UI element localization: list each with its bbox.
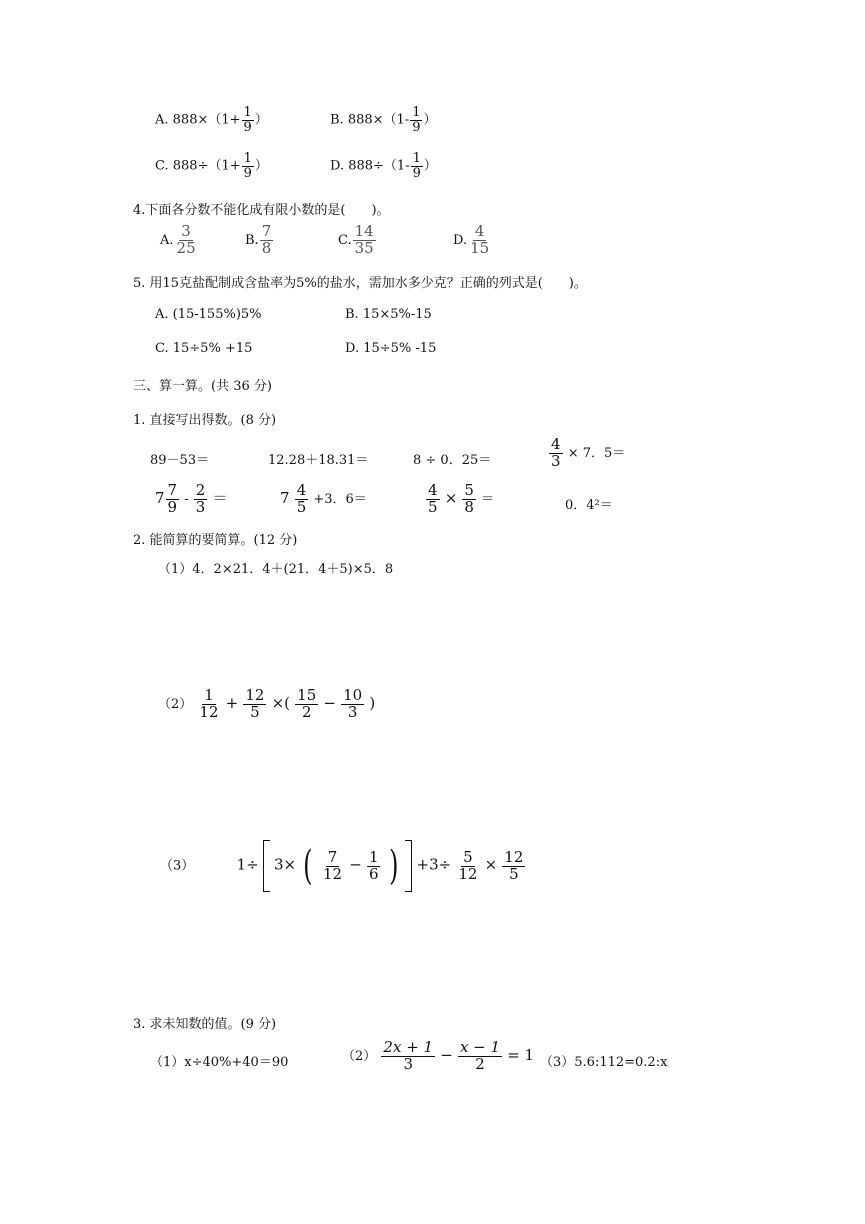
simplify-2: （2） $\frac{1}{12}$ + $\frac{12}{5}$ ×( $\frac{15}{2}$ − $\frac{10}{3}$ )	[158, 686, 376, 721]
q4-option-c: C. $\frac{14}{35}$	[338, 222, 374, 257]
right-paren: )	[388, 843, 399, 889]
q4-question: 4.下面各分数不能化成有限小数的是( )。	[133, 203, 390, 218]
mental-calc-4: $\frac{4}{3}$ × 7．5＝	[551, 435, 626, 470]
left-paren: (	[303, 843, 313, 889]
q5-option-a: A. (15-155%)5%	[155, 307, 262, 322]
mental-calc-1: 89－53＝	[150, 453, 210, 468]
mental-calc-8: 0．4²＝	[565, 498, 613, 513]
q4-option-b: B. $\frac{7}{8}$	[245, 222, 272, 257]
q5-question: 5. 用15克盐配制成含盐率为5%的盐水，需加水多少克？正确的列式是( )。	[133, 276, 587, 291]
section-3-title: 三、算一算。(共 36 分)	[133, 379, 272, 394]
q3-option-d: D. 888÷（1- $\frac{1}{9}$ ）	[330, 151, 437, 181]
equation-3: （3）5.6:112=0.2:x	[540, 1055, 668, 1070]
equation-2: （2） $\frac{2x + 1}{3}$ − $\frac{x - 1}{2}$ = 1	[342, 1038, 535, 1073]
q4-option-a: A. $\frac{3}{25}$	[160, 222, 196, 257]
part-1-title: 1. 直接写出得数。(8 分)	[133, 413, 277, 428]
q3-option-c: C. 888÷（1+ $\frac{1}{9}$ ）	[155, 151, 268, 181]
equation-1: （1）x÷40%+40＝90	[150, 1055, 289, 1070]
mental-calc-5: 7 $\frac{7}{9}$ - $\frac{2}{3}$ ＝	[155, 481, 228, 516]
mental-calc-7: $\frac{4}{5}$ × $\frac{5}{8}$ ＝	[428, 481, 495, 516]
q5-option-c: C. 15÷5% +15	[155, 341, 253, 356]
mental-calc-2: 12.28＋18.31＝	[268, 453, 369, 468]
right-square-bracket	[405, 840, 412, 892]
simplify-3: （3） 1÷ 3× ( $\frac{7}{12}$ − $\frac{1}{6}$ ) +3÷ $\frac{5}{12}$ × $\frac{12}{5}$	[160, 840, 526, 892]
left-square-bracket	[263, 840, 270, 892]
mental-calc-3: 8 ÷ 0．25＝	[413, 453, 492, 468]
q3-option-a: A. 888×（1+ $\frac{1}{9}$ ）	[155, 105, 268, 135]
mental-calc-6: 7 $\frac{4}{5}$ +3．6＝	[280, 481, 367, 516]
q5-option-d: D. 15÷5% -15	[345, 341, 437, 356]
part-2-title: 2. 能简算的要简算。(12 分)	[133, 533, 298, 548]
q5-option-b: B. 15×5%-15	[345, 307, 432, 322]
q4-option-d: D. $\frac{4}{15}$	[453, 222, 490, 257]
q3-option-b: B. 888×（1- $\frac{1}{9}$ ）	[330, 105, 437, 135]
simplify-1: （1）4．2×21．4＋(21．4＋5)×5．8	[158, 562, 394, 577]
part-3-title: 3. 求未知数的值。(9 分)	[133, 1017, 277, 1032]
